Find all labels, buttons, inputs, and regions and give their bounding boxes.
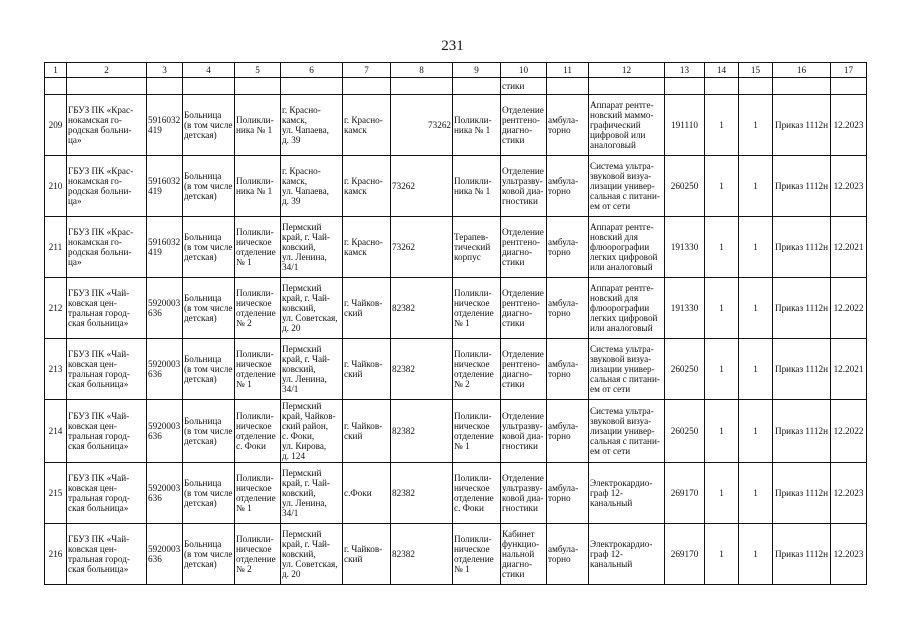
- table-row: [45, 463, 867, 524]
- cell-q1: 1: [705, 95, 739, 156]
- empty-cell: [183, 78, 235, 95]
- continuation-cell: стики: [501, 78, 547, 95]
- cell-q2: 1: [739, 463, 773, 524]
- empty-cell: [739, 78, 773, 95]
- empty-cell: [281, 78, 343, 95]
- cell-mode: амбула- торно: [547, 278, 589, 339]
- cell-n: 216: [45, 524, 67, 585]
- cell-unit: Поликли- ника № 1: [235, 95, 281, 156]
- cell-date: 12.2022: [831, 400, 867, 463]
- empty-cell: [343, 78, 391, 95]
- table-row: [45, 95, 867, 156]
- cell-dept: Отделение рентгено- диагно- стики: [501, 278, 547, 339]
- table-row: [45, 524, 867, 585]
- column-header: 17: [831, 63, 867, 78]
- cell-city: с.Фоки: [343, 463, 391, 524]
- cell-mode: амбула- торно: [547, 400, 589, 463]
- cell-type: Больница (в том числе детская): [183, 95, 235, 156]
- column-header: 1: [45, 63, 67, 78]
- cell-city: г. Чайков- ский: [343, 278, 391, 339]
- cell-address: Пермский край, г. Чай- ковский, ул. Ленина, 34/1: [281, 339, 343, 400]
- cell-mode: амбула- торно: [547, 156, 589, 217]
- column-header: 16: [773, 63, 831, 78]
- cell-org: ГБУЗ ПК «Крас- нокамская го- родская больни- ца»: [67, 156, 147, 217]
- cell-type: Больница (в том числе детская): [183, 217, 235, 278]
- cell-okpd: 260250: [665, 400, 705, 463]
- cell-equipment: Аппарат рентге- новский для флюорографии легких цифровой или аналоговый: [589, 217, 665, 278]
- cell-code: 82382: [391, 278, 453, 339]
- cell-building: Поликли- ническое отделение № 2: [453, 339, 501, 400]
- cell-dept: Отделение рентгено- диагно- стики: [501, 95, 547, 156]
- cell-q2: 1: [739, 156, 773, 217]
- cell-code: 73262: [391, 156, 453, 217]
- table-row: [45, 217, 867, 278]
- cell-order: Приказ 1112н: [773, 95, 831, 156]
- cell-mode: амбула- торно: [547, 339, 589, 400]
- page-number: 231: [441, 38, 464, 54]
- cell-dept: Отделение рентгено- диагно- стики: [501, 339, 547, 400]
- cell-q2: 1: [739, 278, 773, 339]
- cell-q2: 1: [739, 400, 773, 463]
- cell-n: 212: [45, 278, 67, 339]
- cell-building: Терапев- тический корпус: [453, 217, 501, 278]
- cell-org: ГБУЗ ПК «Крас- нокамская го- родская больни- ца»: [67, 217, 147, 278]
- column-header: 10: [501, 63, 547, 78]
- cell-code: 82382: [391, 463, 453, 524]
- cell-date: 12.2023: [831, 156, 867, 217]
- table-row: [45, 156, 867, 217]
- cell-city: г. Красно- камск: [343, 156, 391, 217]
- cell-code: 73262: [391, 217, 453, 278]
- cell-q1: 1: [705, 156, 739, 217]
- cell-org: ГБУЗ ПК «Чай- ковская цен- тральная город- ская больница»: [67, 400, 147, 463]
- cell-inn: 5920003 636: [147, 463, 183, 524]
- cell-dept: Отделение ультразву- ковой диа- гностики: [501, 156, 547, 217]
- cell-okpd: 191330: [665, 278, 705, 339]
- table-row: [45, 339, 867, 400]
- cell-building: Поликли- ническое отделение № 1: [453, 278, 501, 339]
- cell-building: Поликли- ника № 1: [453, 156, 501, 217]
- cell-type: Больница (в том числе детская): [183, 156, 235, 217]
- cell-order: Приказ 1112н: [773, 217, 831, 278]
- column-header: 11: [547, 63, 589, 78]
- cell-date: 12.2021: [831, 217, 867, 278]
- empty-cell: [45, 78, 67, 95]
- cell-equipment: Система ультра- звуковой визуа- лизации универ- сальная с питани- ем от сети: [589, 400, 665, 463]
- column-header: 9: [453, 63, 501, 78]
- cell-city: г. Чайков- ский: [343, 524, 391, 585]
- cell-dept: Отделение рентгено- диагно- стики: [501, 217, 547, 278]
- cell-equipment: Аппарат рентге- новский для флюорографии легких цифровой или аналоговый: [589, 278, 665, 339]
- cell-order: Приказ 1112н: [773, 463, 831, 524]
- cell-building: Поликли- ническое отделение № 1: [453, 400, 501, 463]
- cell-mode: амбула- торно: [547, 463, 589, 524]
- equipment-table: [44, 62, 867, 585]
- cell-n: 211: [45, 217, 67, 278]
- cell-org: ГБУЗ ПК «Чай- ковская цен- тральная город- ская больница»: [67, 524, 147, 585]
- empty-cell: [235, 78, 281, 95]
- column-number-row: [45, 63, 867, 78]
- cell-unit: Поликли- ническое отделение с. Фоки: [235, 400, 281, 463]
- cell-code: 82382: [391, 339, 453, 400]
- cell-type: Больница (в том числе детская): [183, 400, 235, 463]
- cell-inn: 5916032 419: [147, 156, 183, 217]
- cell-okpd: 260250: [665, 156, 705, 217]
- cell-code: 82382: [391, 400, 453, 463]
- empty-cell: [589, 78, 665, 95]
- cell-address: г. Красно- камск, ул. Чапаева, д. 39: [281, 156, 343, 217]
- cell-order: Приказ 1112н: [773, 524, 831, 585]
- cell-okpd: 269170: [665, 524, 705, 585]
- cell-building: Поликли- ническое отделение № 1: [453, 524, 501, 585]
- cell-date: 12.2023: [831, 463, 867, 524]
- cell-date: 12.2022: [831, 278, 867, 339]
- empty-cell: [773, 78, 831, 95]
- cell-equipment: Аппарат рентге- новский маммо- графический цифровой или аналоговый: [589, 95, 665, 156]
- cell-city: г. Чайков- ский: [343, 400, 391, 463]
- cell-inn: 5920003 636: [147, 400, 183, 463]
- empty-cell: [453, 78, 501, 95]
- cell-date: 12.2021: [831, 339, 867, 400]
- cell-equipment: Система ультра- звуковой визуа- лизации универ- сальная с питани- ем от сети: [589, 156, 665, 217]
- cell-code: 73262: [391, 95, 453, 156]
- empty-cell: [665, 78, 705, 95]
- column-header: 8: [391, 63, 453, 78]
- cell-order: Приказ 1112н: [773, 400, 831, 463]
- cell-inn: 5916032 419: [147, 217, 183, 278]
- cell-city: г. Чайков- ский: [343, 339, 391, 400]
- cell-address: Пермский край, г. Чай- ковский, ул. Советская, д. 20: [281, 524, 343, 585]
- column-header: 13: [665, 63, 705, 78]
- empty-cell: [547, 78, 589, 95]
- cell-inn: 5920003 636: [147, 278, 183, 339]
- column-header: 2: [67, 63, 147, 78]
- cell-n: 209: [45, 95, 67, 156]
- cell-inn: 5916032 419: [147, 95, 183, 156]
- cell-order: Приказ 1112н: [773, 278, 831, 339]
- cell-q1: 1: [705, 463, 739, 524]
- cell-equipment: Система ультра- звуковой визуа- лизации универ- сальная с питани- ем от сети: [589, 339, 665, 400]
- empty-cell: [147, 78, 183, 95]
- cell-equipment: Электрокардио- граф 12- канальный: [589, 463, 665, 524]
- cell-dept: Отделение ультразву- ковой диа- гностики: [501, 400, 547, 463]
- cell-date: 12.2023: [831, 95, 867, 156]
- table-row: [45, 400, 867, 463]
- cell-address: г. Красно- камск, ул. Чапаева, д. 39: [281, 95, 343, 156]
- column-header: 12: [589, 63, 665, 78]
- cell-org: ГБУЗ ПК «Крас- нокамская го- родская больни- ца»: [67, 95, 147, 156]
- cell-okpd: 191330: [665, 217, 705, 278]
- column-header: 15: [739, 63, 773, 78]
- cell-q1: 1: [705, 339, 739, 400]
- column-header: 14: [705, 63, 739, 78]
- cell-inn: 5920003 636: [147, 339, 183, 400]
- cell-unit: Поликли- ническое отделение № 1: [235, 463, 281, 524]
- cell-unit: Поликли- ническое отделение № 2: [235, 524, 281, 585]
- cell-unit: Поликли- ническое отделение № 1: [235, 217, 281, 278]
- table-row: [45, 278, 867, 339]
- cell-type: Больница (в том числе детская): [183, 524, 235, 585]
- column-header: 7: [343, 63, 391, 78]
- cell-building: Поликли- ническое отделение с. Фоки: [453, 463, 501, 524]
- cell-okpd: 191110: [665, 95, 705, 156]
- cell-order: Приказ 1112н: [773, 339, 831, 400]
- column-header: 4: [183, 63, 235, 78]
- cell-building: Поликли- ника № 1: [453, 95, 501, 156]
- cell-inn: 5920003 636: [147, 524, 183, 585]
- cell-n: 215: [45, 463, 67, 524]
- empty-cell: [391, 78, 453, 95]
- cell-mode: амбула- торно: [547, 524, 589, 585]
- cell-type: Больница (в том числе детская): [183, 463, 235, 524]
- empty-cell: [705, 78, 739, 95]
- empty-cell: [831, 78, 867, 95]
- cell-q1: 1: [705, 217, 739, 278]
- cell-unit: Поликли- ника № 1: [235, 156, 281, 217]
- column-header: 5: [235, 63, 281, 78]
- cell-okpd: 260250: [665, 339, 705, 400]
- cell-org: ГБУЗ ПК «Чай- ковская цен- тральная город- ская больница»: [67, 339, 147, 400]
- cell-org: ГБУЗ ПК «Чай- ковская цен- тральная город- ская больница»: [67, 278, 147, 339]
- table-body: [45, 63, 867, 585]
- cell-org: ГБУЗ ПК «Чай- ковская цен- тральная город- ская больница»: [67, 463, 147, 524]
- cell-unit: Поликли- ническое отделение № 2: [235, 278, 281, 339]
- cell-q1: 1: [705, 278, 739, 339]
- cell-n: 214: [45, 400, 67, 463]
- cell-n: 210: [45, 156, 67, 217]
- cell-q2: 1: [739, 524, 773, 585]
- cell-address: Пермский край, г. Чай- ковский, ул. Советская, д. 20: [281, 278, 343, 339]
- cell-address: Пермский край, г. Чай- ковский, ул. Ленина, 34/1: [281, 217, 343, 278]
- cell-mode: амбула- торно: [547, 217, 589, 278]
- empty-cell: [67, 78, 147, 95]
- cell-unit: Поликли- ническое отделение № 1: [235, 339, 281, 400]
- cell-mode: амбула- торно: [547, 95, 589, 156]
- cell-equipment: Электрокардио- граф 12- канальный: [589, 524, 665, 585]
- cell-city: г. Красно- камск: [343, 95, 391, 156]
- cell-q1: 1: [705, 524, 739, 585]
- cell-n: 213: [45, 339, 67, 400]
- cell-type: Больница (в том числе детская): [183, 339, 235, 400]
- cell-order: Приказ 1112н: [773, 156, 831, 217]
- cell-q2: 1: [739, 217, 773, 278]
- cell-address: Пермский край, г. Чай- ковский, ул. Ленина, 34/1: [281, 463, 343, 524]
- cell-address: Пермский край, Чайков- ский район, с. Фоки, ул. Кирова, д. 124: [281, 400, 343, 463]
- cell-code: 82382: [391, 524, 453, 585]
- column-header: 6: [281, 63, 343, 78]
- cell-q1: 1: [705, 400, 739, 463]
- cell-date: 12.2023: [831, 524, 867, 585]
- cell-okpd: 269170: [665, 463, 705, 524]
- cell-city: г. Красно- камск: [343, 217, 391, 278]
- continuation-row: [45, 78, 867, 95]
- cell-dept: Кабинет функцио- нальной диагно- стики: [501, 524, 547, 585]
- column-header: 3: [147, 63, 183, 78]
- cell-q2: 1: [739, 95, 773, 156]
- cell-dept: Отделение ультразву- ковой диа- гностики: [501, 463, 547, 524]
- cell-q2: 1: [739, 339, 773, 400]
- cell-type: Больница (в том числе детская): [183, 278, 235, 339]
